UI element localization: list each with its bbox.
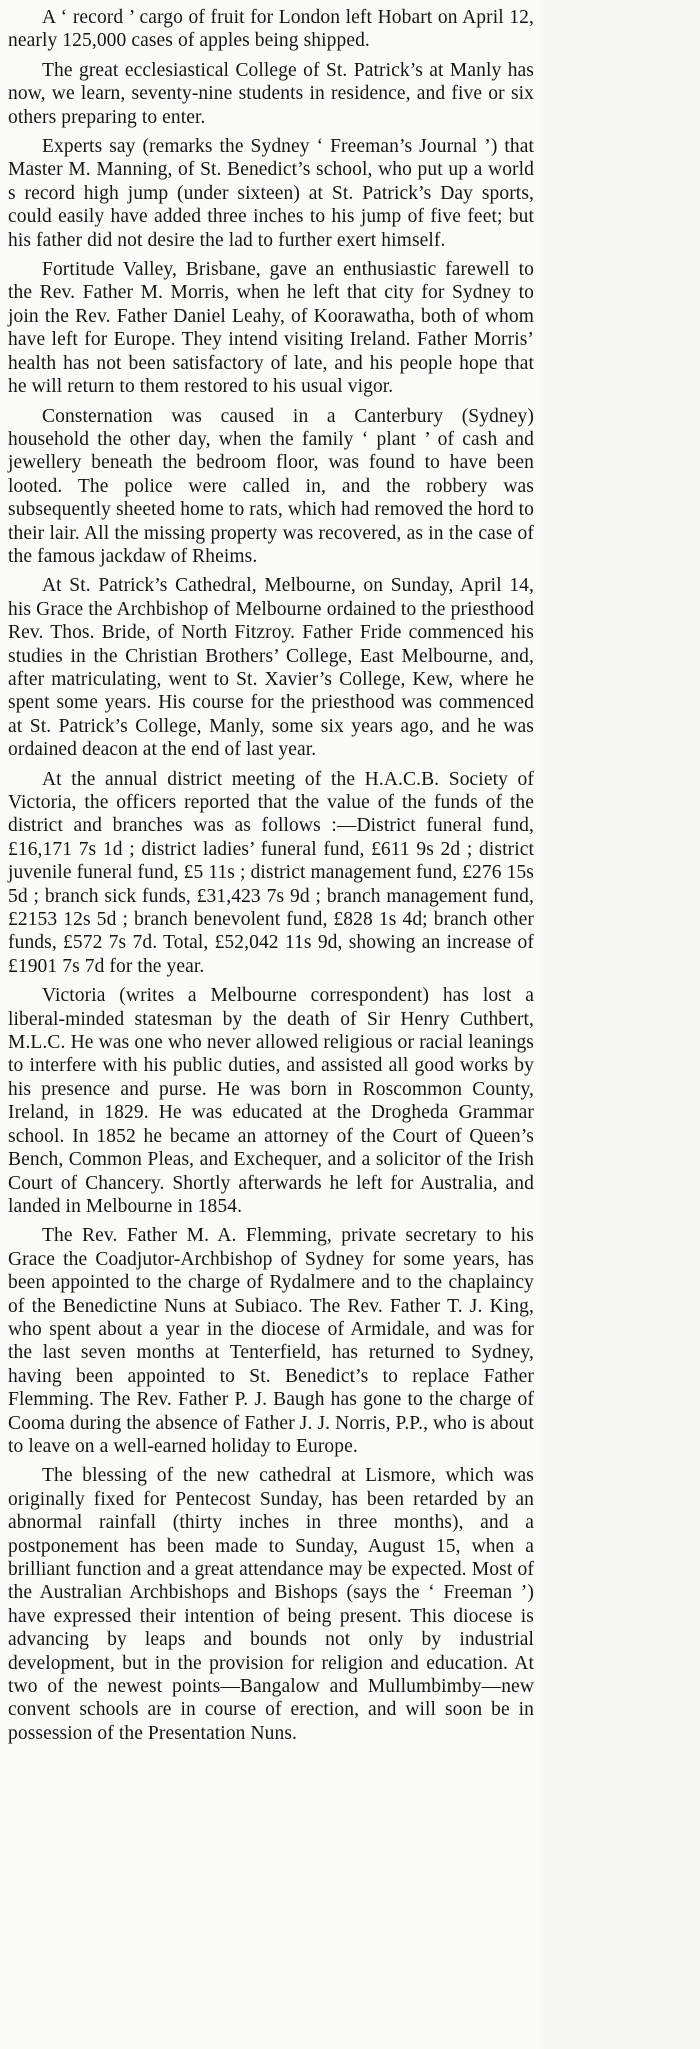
news-item-clerical-appointments: The Rev. Father M. A. Flemming, private secretary to his Grace the Coadjutor-Archbishop of Sydney for some years, has been appointed to the charge of Rydalmere and to the chaplaincy of the Benedictine Nuns at Subiaco. The Rev. Father T. J. King, who spent about a year in the diocese of Armidale, and was for the last seven months at Tenterfield, has returned to Sydney, having been appointed to St. Benedict’s to replace Father Flemming. The Rev. Father P. J. Baugh has gone to the charge of Cooma during the absence of Father J. J. Norris, P.P., who is about to leave on a well-earned holiday to Europe. [8,1225,534,1457]
news-item-melbourne-ordination: At St. Patrick’s Cathedral, Melbourne, on Sunday, April 14, his Grace the Archbishop of Melbourne ordained to the priesthood Rev. Thos. Bride, of North Fitzroy. Father Fride commenced his studies in the Christian Brothers’ College, East Melbourne, and, after matriculating, went to St. Xavier’s College, Kew, where he spent some years. His course for the priesthood was commenced at St. Patrick’s College, Manly, some six years ago, and he was ordained deacon at the end of last year. [8,575,534,761]
news-item-canterbury-robbery: Consternation was caused in a Canterbury (Sydney) household the other day, when the family ‘ plant ’ of cash and jewellery beneath the bedroom floor, was found to have been looted. The police were called in, and the robbery was subsequently sheeted home to rats, which had removed the hord to their lair. All the missing property was recovered, as in the case of the famous jackdaw of Rheims. [8,405,534,567]
news-item-fortitude-valley-farewell: Fortitude Valley, Brisbane, gave an enthusiastic farewell to the Rev. Father M. Morris, when he left that city for Sydney to join the Rev. Father Daniel Leahy, of Koorawatha, both of whom have left for Europe. They intend visiting Ireland. Father Morris’ health has not been satisfactory of late, and his people hope that he will return to them restored to his usual vigor. [8,259,534,398]
news-item-high-jump-record: Experts say (remarks the Sydney ‘ Freeman’s Journal ’) that Master M. Manning, of St. Benedict’s school, who put up a world s record high jump (under sixteen) at St. Patrick’s Day sports, could easily have added three inches to his jump of five feet; but his father did not desire the lad to further exert himself. [8,136,534,251]
news-item-manly-college: The great ecclesiastical College of St. Patrick’s at Manly has now, we learn, seventy-nine students in residence, and five or six others preparing to enter. [8,59,534,128]
news-item-sir-henry-cuthbert: Victoria (writes a Melbourne correspondent) has lost a liberal-minded statesman by the death of Sir Henry Cuthbert, M.L.C. He was one who never allowed religious or racial leanings to interfere with his public duties, and assisted all good works by his presence and purse. He was born in Roscommon County, Ireland, in 1829. He was educated at the Drogheda Grammar school. In 1852 he became an attorney of the Court of Queen’s Bench, Common Pleas, and Exchequer, and a solicitor of the Irish Court of Chancery. Shortly afterwards he left for Australia, and landed in Melbourne in 1854. [8,985,534,1217]
news-item-hobart-fruit-cargo: A ‘ record ’ cargo of fruit for London left Hobart on April 12, nearly 125,000 cases of apples being shipped. [8,7,534,52]
news-item-hacb-society-funds: At the annual district meeting of the H.A.C.B. Society of Victoria, the officers reported that the value of the funds of the district and branches was as follows :—District funeral fund, £16,171 7s 1d ; district ladies’ funeral fund, £611 9s 2d ; district juvenile funeral fund, £5 11s ; district management fund, £276 15s 5d ; branch sick funds, £31,423 7s 9d ; branch management fund, £2153 12s 5d ; branch benevolent fund, £828 1s 4d; branch other funds, £572 7s 7d. Total, £52,042 11s 9d, showing an increase of £1901 7s 7d for the year. [8,768,534,977]
news-item-lismore-cathedral: The blessing of the new cathedral at Lismore, which was originally fixed for Pentecost Sunday, has been retarded by an abnormal rainfall (thirty inches in three months), and a postponement has been made to Sunday, August 15, when a brilliant function and a great attendance may be expected. Most of the Australian Archbishops and Bishops (says the ‘ Freeman ’) have expressed their intention of being present. This diocese is advancing by leaps and bounds not only by industrial development, but in the provision for religion and education. At two of the newest points—Bangalow and Mullumbimby—new convent schools are in course of erection, and will soon be in possession of the Presentation Nuns. [8,1465,534,1744]
